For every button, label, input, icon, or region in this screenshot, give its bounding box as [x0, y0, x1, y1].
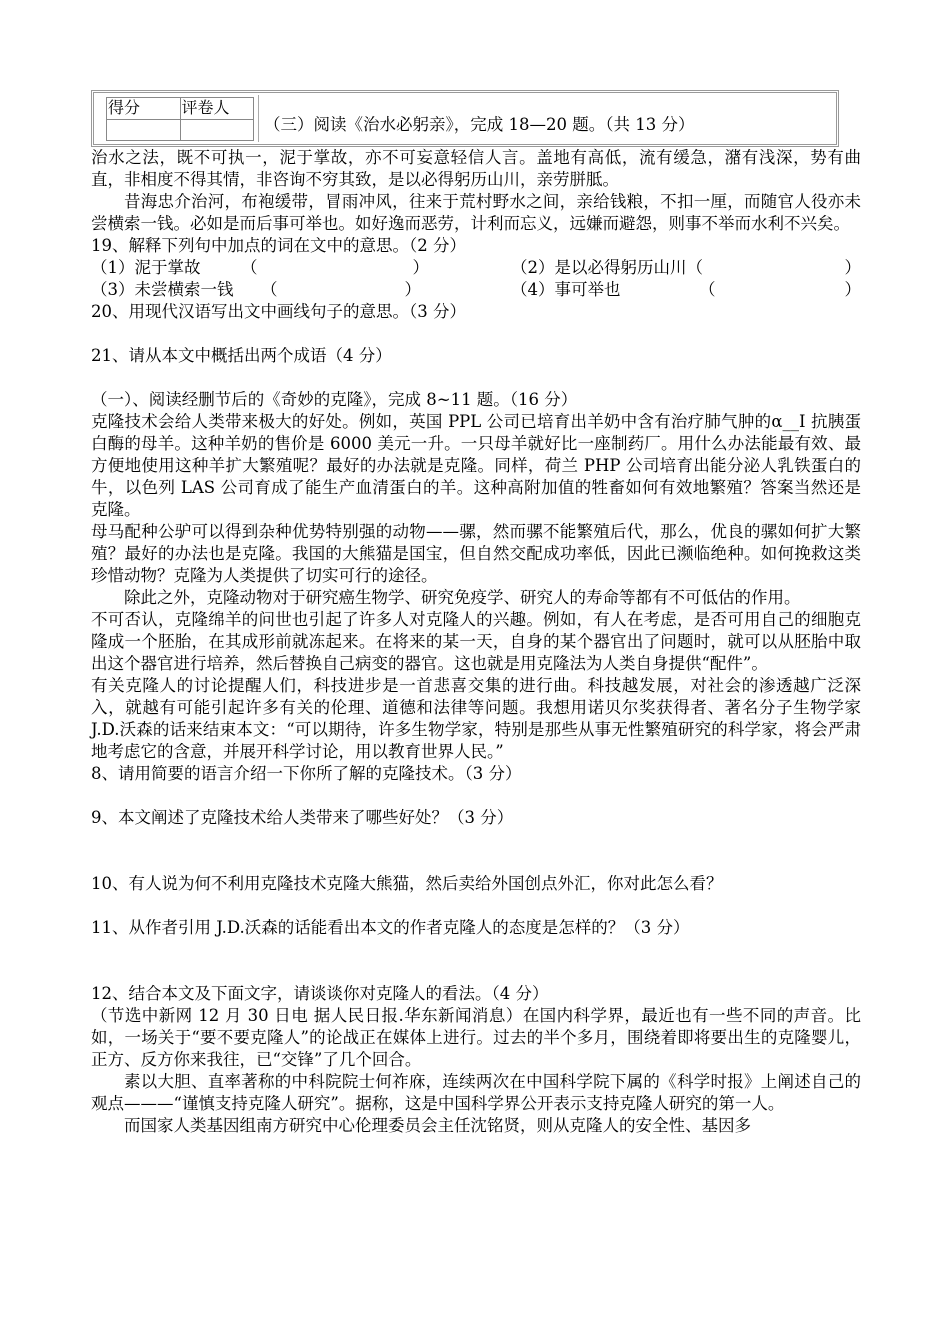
passage3-para: 素以大胆、直率著称的中科院院士何祚庥，连续两次在中国科学院下属的《科学时报》上阐述自己的观点———“谨慎支持克隆人研究”。据称，这是中国科学界公开表示支持克隆人研究的第一人。 [91, 1072, 861, 1113]
question-11: 11、从作者引用 J.D.沃森的话能看出本文的作者克隆人的态度是怎样的？（3 分） [91, 918, 690, 937]
question-19: 19、解释下列句中加点的词在文中的意思。（2 分） [91, 236, 466, 255]
passage3-para: 而国家人类基因组南方研究中心伦理委员会主任沈铭贤，则从克隆人的安全性、基因多 [124, 1116, 751, 1135]
q19-row-1 [91, 257, 861, 279]
section-heading: （三）阅读《治水必躬亲》，完成 18—20 题。（共 13 分） [264, 115, 695, 134]
question-12: 12、结合本文及下面文字，请谈谈你对克隆人的看法。（4 分） [91, 984, 549, 1003]
answer-space[interactable] [91, 939, 861, 983]
passage1-para: 昔海忠介治河，布袍缓带，冒雨冲风，往来于荒村野水之间，亲给钱粮，不扣一厘，而随官人役亦未尝横索一钱。必如是而后事可举也。如好逸而恶劳，计利而忘义，远嫌而避怨，则事不举而水利不兴矣。 [91, 192, 861, 233]
passage2-para: 除此之外，克隆动物对于研究癌生物学、研究免疫学、研究人的寿命等都有不可低估的作用。 [124, 588, 801, 607]
grader-label: 评卷人 [180, 98, 254, 120]
passage2-para: 克隆技术会给人类带来极大的好处。例如，英国 PPL 公司已培育出羊奶中含有治疗肺气肿的α__I 抗胰蛋白酶的母羊。这种羊奶的售价是 6000 美元一升。一只母羊就好比一座制药厂。用什么办法能最有效、最方便地使用这种羊扩大繁殖呢？最好的办法就是克隆。同样，荷兰 PHP 公司培育出能分泌人乳铁蛋白的牛，以色列 LAS 公司育成了能生产血清蛋白的羊。这种高附加值的牲畜如何有效地繁殖？答案当然还是克隆。 [91, 412, 861, 519]
answer-space[interactable] [91, 895, 861, 917]
q19-answer-3[interactable]: （ ） [261, 280, 421, 299]
answer-space[interactable] [91, 323, 861, 345]
q19-answer-1[interactable]: （ ） [241, 258, 429, 277]
exam-page [91, 90, 861, 1137]
passage3-para: （节选中新网 12 月 30 日电 据人民日报.华东新闻消息）在国内科学界，最近也有一些不同的声音。比如，一场关于“要不要克隆人”的论战正在媒体上进行。过去的半个多月，围绕着即将要出生的克隆婴儿，正方、反方你来我往，已“交锋”了几个回合。 [91, 1006, 861, 1069]
score-label: 得分 [107, 98, 181, 120]
q19-answer-4[interactable]: （ ） [699, 280, 861, 299]
passage2-para: 不可否认，克隆绵羊的问世也引起了许多人对克隆人的兴趣。例如，有人在考虑，是否可用自己的细胞克隆成一个胚胎，在其成形前就冻起来。在将来的某一天，自身的某个器官出了问题时，就可以从胚胎中取出这个器官进行培养，然后替换自己病变的器官。这也就是用克隆法为人类自身提供“配件”。 [91, 610, 861, 673]
question-20: 20、用现代汉语写出文中画线句子的意思。（3 分） [91, 302, 466, 321]
section-heading-1: （一）、阅读经删节后的《奇妙的克隆》，完成 8~11 题。（16 分） [91, 390, 578, 409]
q19-item-3: （3）未尝横索一钱 [91, 280, 234, 299]
answer-space[interactable] [91, 367, 861, 389]
question-10: 10、有人说为何不利用克隆技术克隆大熊猫，然后卖给外国创点外汇，你对此怎么看？ [91, 874, 723, 893]
q19-item-1: （1）泥于掌故 [91, 258, 201, 277]
answer-space[interactable] [91, 829, 861, 873]
question-9: 9、本文阐述了克隆技术给人类带来了哪些好处？（3 分） [91, 808, 514, 827]
passage2-para: 母马配种公驴可以得到杂种优势特别强的动物——骡，然而骡不能繁殖后代，那么，优良的骡如何扩大繁殖？最好的办法也是克隆。我国的大熊猫是国宝，但自然交配成功率低，因此已濒临绝种。如何挽救这类珍惜动物？克隆为人类提供了切实可行的途径。 [91, 522, 861, 585]
grader-cell[interactable] [180, 119, 254, 141]
q19-item-2: （2）是以必得躬历山川（ [511, 258, 703, 277]
answer-space[interactable] [91, 785, 861, 807]
score-box [91, 90, 839, 147]
score-cell[interactable] [107, 119, 181, 141]
passage1-para: 治水之法，既不可执一，泥于掌故，亦不可妄意轻信人言。盖地有高低，流有缓急，潴有浅深，势有曲直，非相度不得其情，非咨询不穷其致，是以必得躬历山川，亲劳胼胝。 [91, 148, 861, 189]
score-table [106, 97, 254, 141]
question-8: 8、请用简要的语言介绍一下你所了解的克隆技术。（3 分） [91, 764, 522, 783]
q19-row-2 [91, 279, 861, 301]
passage2-para: 有关克隆人的讨论提醒人们，科技进步是一首悲喜交集的进行曲。科技越发展，对社会的渗透越广泛深入，就越有可能引起许多有关的伦理、道德和法律等问题。我想用诺贝尔奖获得者、著名分子生物学家 J.D.沃森的话来结束本文：“可以期待，许多生物学家，特别是那些从事无性繁殖研究的科学家，将会严肃地考虑它的含意，并展开科学讨论，用以教育世界人民。” [91, 676, 861, 761]
divider [258, 95, 259, 142]
q19-item-4: （4）事可举也 [511, 280, 621, 299]
question-21: 21、请从本文中概括出两个成语（4 分） [91, 346, 392, 365]
q19-answer-2[interactable]: ） [844, 258, 861, 277]
